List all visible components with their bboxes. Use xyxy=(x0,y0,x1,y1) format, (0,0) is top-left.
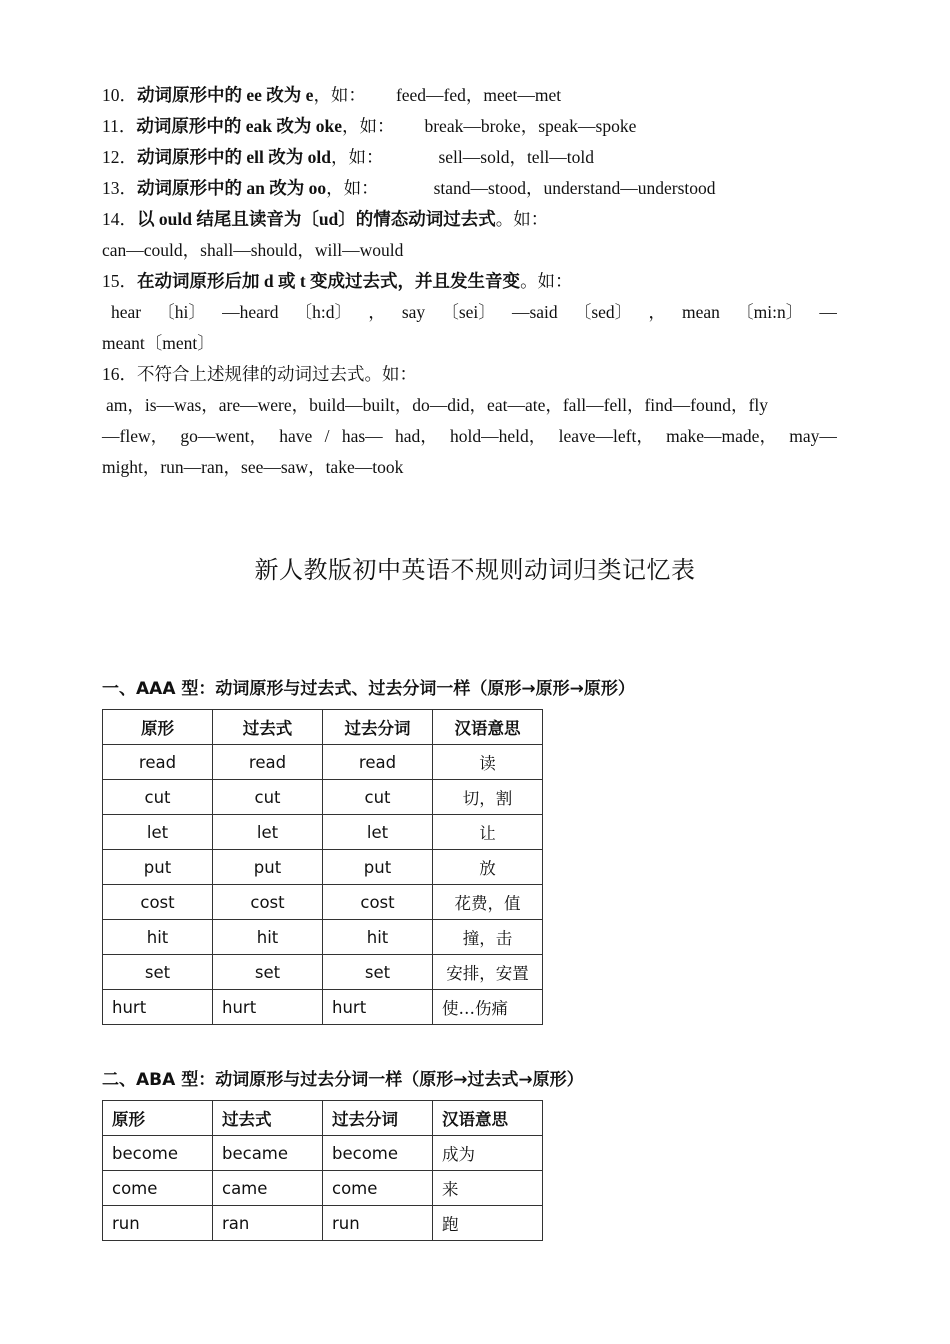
table-cell: cost xyxy=(103,885,213,920)
rule-examples: stand—stood，understand—understood xyxy=(433,178,716,198)
table-row xyxy=(103,920,543,955)
column-header: 原形 xyxy=(103,1101,213,1136)
rule-text: 动词原形中的 ell 改为 old xyxy=(137,147,331,167)
rule-12 xyxy=(102,142,837,173)
table-cell: 放 xyxy=(433,850,543,885)
rule-text: 动词原形中的 an 改为 oo xyxy=(137,178,327,198)
table-cell: 安排，安置 xyxy=(433,955,543,990)
table-header-row xyxy=(103,710,543,745)
table-cell: hit xyxy=(103,920,213,955)
rule-number: 14． xyxy=(102,209,137,229)
example-item: leave—left， xyxy=(558,426,654,446)
table-cell: hurt xyxy=(103,990,213,1025)
example-separator: ， xyxy=(368,302,386,322)
column-header: 过去式 xyxy=(213,1101,323,1136)
table-cell: read xyxy=(103,745,213,780)
table-cell: set xyxy=(323,955,433,990)
table-cell: 使…伤痛 xyxy=(433,990,543,1025)
rule-tail: 。如： xyxy=(495,209,549,229)
table-cell: cut xyxy=(103,780,213,815)
example-word: say xyxy=(401,302,426,322)
table-cell: 花费，值 xyxy=(433,885,543,920)
table-cell: put xyxy=(213,850,323,885)
example-separator: ， xyxy=(648,302,666,322)
column-header: 过去分词 xyxy=(323,1101,433,1136)
rule-tail: 。如： xyxy=(520,271,573,291)
rule-10 xyxy=(102,80,837,111)
page-title: 新人教版初中英语不规则动词归类记忆表 xyxy=(254,556,696,584)
table-cell: ran xyxy=(213,1206,323,1241)
table-cell: came xyxy=(213,1171,323,1206)
aaa-verb-table xyxy=(102,709,543,1025)
table-row xyxy=(103,850,543,885)
table-cell: read xyxy=(213,745,323,780)
table-row xyxy=(103,955,543,990)
table-cell: cost xyxy=(213,885,323,920)
example-word: mean xyxy=(682,302,720,322)
table-cell: 让 xyxy=(433,815,543,850)
table-row xyxy=(103,745,543,780)
rule-15 xyxy=(102,266,837,297)
rule-examples: sell—sold，tell—told xyxy=(438,147,595,167)
table-cell: let xyxy=(323,815,433,850)
example-word: hear xyxy=(111,302,142,322)
rule-number: 15． xyxy=(102,271,137,291)
example-phonetic: 〔h:d〕 xyxy=(294,302,353,322)
table-row xyxy=(103,885,543,920)
table-cell: let xyxy=(103,815,213,850)
table-row xyxy=(103,1136,543,1171)
table-cell: run xyxy=(103,1206,213,1241)
table-cell: cost xyxy=(323,885,433,920)
column-header: 过去分词 xyxy=(323,710,433,745)
example-item: make—made， xyxy=(666,426,777,446)
table-body xyxy=(103,745,543,1025)
rules-list xyxy=(102,80,837,483)
rule-11 xyxy=(102,111,837,142)
table-cell: 跑 xyxy=(433,1206,543,1241)
rule-tail: ，如： xyxy=(330,147,384,167)
table-cell: hit xyxy=(323,920,433,955)
example-item: has— xyxy=(341,426,383,446)
table-cell: 撞，击 xyxy=(433,920,543,955)
rule-text: 动词原形中的 ee 改为 e xyxy=(137,85,314,105)
rule-16 xyxy=(102,359,837,390)
table-cell: hurt xyxy=(213,990,323,1025)
column-header: 原形 xyxy=(103,710,213,745)
table-cell: 读 xyxy=(433,745,543,780)
table-body xyxy=(103,1136,543,1241)
rule-13 xyxy=(102,173,837,204)
column-header: 过去式 xyxy=(213,710,323,745)
table-cell: put xyxy=(323,850,433,885)
rule-tail: ，如： xyxy=(326,178,379,198)
rule-16-examples-line1: am，is—was，are—were，build—built，do—did，eat—ate，fall—fell，find—found，fly xyxy=(106,395,768,415)
rule-15-examples-line2: meant〔ment〕 xyxy=(102,333,215,353)
example-item: hold—held， xyxy=(450,426,547,446)
section-2-heading: 二、ABA 型：动词原形与过去分词一样（原形→过去式→原形） xyxy=(102,1070,584,1090)
table-cell: became xyxy=(213,1136,323,1171)
example-phonetic: 〔sed〕 xyxy=(573,302,633,322)
rule-number: 11． xyxy=(102,116,137,136)
example-phonetic: 〔mi:n〕 xyxy=(736,302,804,322)
table-header-row xyxy=(103,1101,543,1136)
rule-number: 12． xyxy=(102,147,137,167)
rule-14 xyxy=(102,204,837,235)
rule-16-examples-line2 xyxy=(102,421,837,452)
table-cell: come xyxy=(103,1171,213,1206)
rule-text: 在动词原形后加 d 或 t 变成过去式，并且发生音变 xyxy=(137,271,521,291)
table-cell: become xyxy=(103,1136,213,1171)
rule-15-examples-line1 xyxy=(102,297,837,328)
example-item: have xyxy=(279,426,313,446)
rule-text: 不符合上述规律的动词过去式。如： xyxy=(137,364,417,384)
table-cell: cut xyxy=(323,780,433,815)
example-dash: — xyxy=(819,302,837,322)
table-cell: hurt xyxy=(323,990,433,1025)
rule-examples: break—broke，speak—spoke xyxy=(424,116,637,136)
table-cell: set xyxy=(213,955,323,990)
table-row xyxy=(103,780,543,815)
table-cell: hit xyxy=(213,920,323,955)
example-item: go—went， xyxy=(180,426,267,446)
table-row xyxy=(103,990,543,1025)
example-phonetic: 〔sei〕 xyxy=(441,302,496,322)
rule-text: 以 ould 结尾且读音为〔ud〕的情态动词过去式 xyxy=(137,209,496,229)
rule-examples: feed—fed，meet—met xyxy=(395,85,562,105)
example-item: —flew， xyxy=(102,426,169,446)
rule-14-examples: can—could，shall—should，will—would xyxy=(102,240,404,260)
column-header: 汉语意思 xyxy=(433,1101,543,1136)
rule-tail: ，如： xyxy=(313,85,366,105)
example-item: may— xyxy=(789,426,837,446)
table-cell: 成为 xyxy=(433,1136,543,1171)
aba-verb-table xyxy=(102,1100,543,1241)
table-row xyxy=(103,1206,543,1241)
table-cell: run xyxy=(323,1206,433,1241)
rule-number: 10． xyxy=(102,85,137,105)
table-cell: set xyxy=(103,955,213,990)
table-row xyxy=(103,815,543,850)
table-cell: 切，割 xyxy=(433,780,543,815)
rule-16-examples-line3: might，run—ran，see—saw，take—took xyxy=(102,457,404,477)
example-item: / xyxy=(324,426,330,446)
table-cell: come xyxy=(323,1171,433,1206)
column-header: 汉语意思 xyxy=(433,710,543,745)
example-phonetic: 〔hi〕 xyxy=(157,302,206,322)
section-1-heading: 一、AAA 型：动词原形与过去式、过去分词一样（原形→原形→原形） xyxy=(102,679,635,699)
rule-text: 动词原形中的 eak 改为 oke xyxy=(136,116,342,136)
example-word: —said xyxy=(511,302,558,322)
table-row xyxy=(103,1171,543,1206)
table-cell: become xyxy=(323,1136,433,1171)
rule-tail: ，如： xyxy=(341,116,395,136)
rule-number: 13． xyxy=(102,178,137,198)
rule-number: 16． xyxy=(102,364,137,384)
table-cell: put xyxy=(103,850,213,885)
table-cell: 来 xyxy=(433,1171,543,1206)
table-cell: let xyxy=(213,815,323,850)
example-item: had， xyxy=(394,426,438,446)
table-cell: read xyxy=(323,745,433,780)
table-cell: cut xyxy=(213,780,323,815)
example-word: —heard xyxy=(222,302,279,322)
